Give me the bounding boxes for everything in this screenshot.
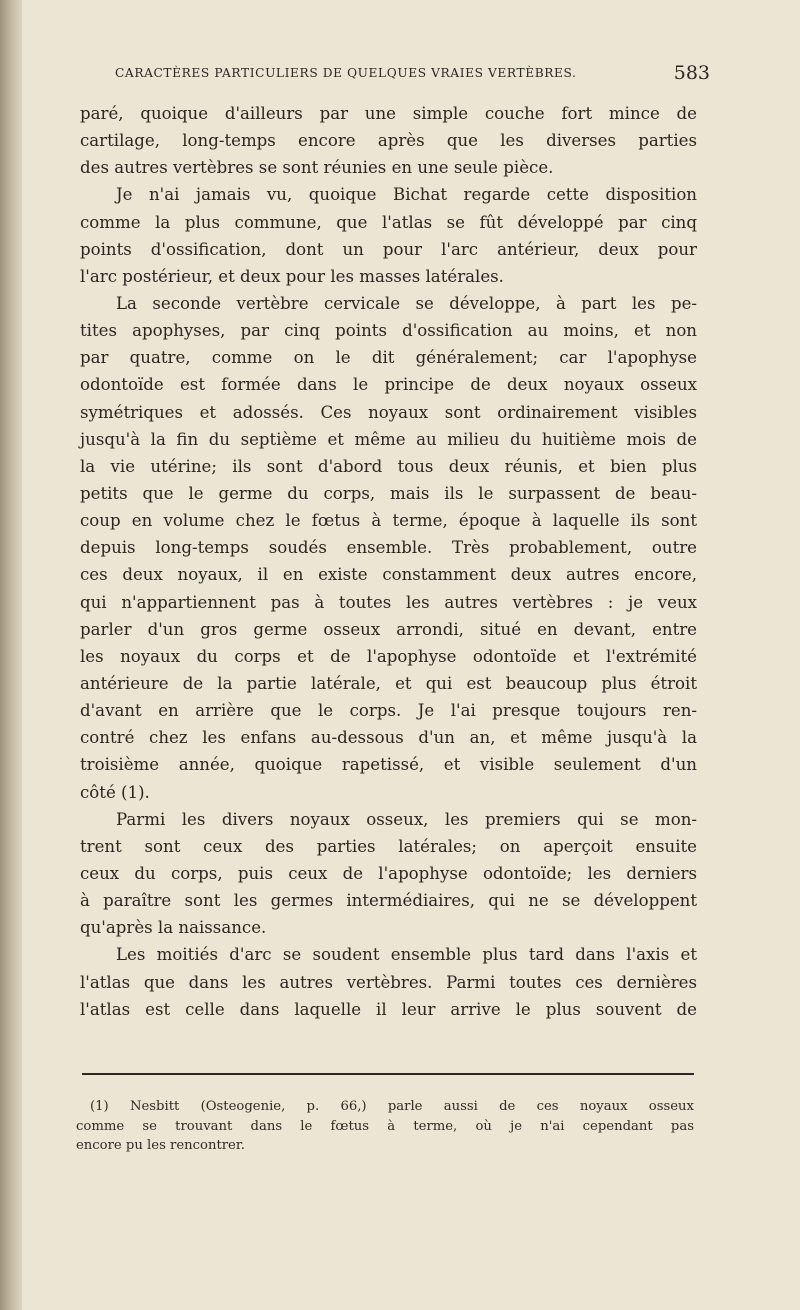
text-line: depuis long-temps soudés ensemble. Très probablement, outre xyxy=(80,538,697,558)
text-line: symétriques et adossés. Ces noyaux sont ordinairement visibles xyxy=(80,402,697,422)
text-line: l'atlas est celle dans laquelle il leur arrive le plus souvent de xyxy=(80,999,697,1019)
body-text xyxy=(80,100,697,1023)
text-line: qui n'appartiennent pas à toutes les autres vertèbres : je veux xyxy=(80,592,697,612)
text-line: paré, quoique d'ailleurs par une simple couche fort mince de xyxy=(80,104,697,123)
text-line: ceux du corps, puis ceux de l'apophyse odontoïde; les derniers xyxy=(80,863,697,883)
footnote xyxy=(76,1097,694,1156)
text-line: cartilage, long-temps encore après que les diverses parties xyxy=(80,131,697,151)
text-line: trent sont ceux des parties latérales; on aperçoit ensuite xyxy=(80,836,697,856)
text-line: ces deux noyaux, il en existe constamment deux autres encore, xyxy=(80,565,697,585)
text-line: Parmi les divers noyaux osseux, les premiers qui se mon- xyxy=(116,809,697,829)
text-line: jusqu'à la fin du septième et même au milieu du huitième mois de xyxy=(80,429,697,449)
text-line: points d'ossification, dont un pour l'arc antérieur, deux pour xyxy=(80,239,697,259)
text-line: à paraître sont les germes intermédiaires, qui ne se développent xyxy=(80,891,697,911)
page-header xyxy=(115,62,710,88)
text-line: qu'après la naissance. xyxy=(80,918,267,938)
text-line: Les moitiés d'arc se soudent ensemble plus tard dans l'axis et xyxy=(116,945,697,965)
text-line: Je n'ai jamais vu, quoique Bichat regarde cette disposition xyxy=(116,185,697,205)
text-line: odontoïde est formée dans le principe de deux noyaux osseux xyxy=(80,375,697,395)
text-line: coup en volume chez le fœtus à terme, époque à laquelle ils sont xyxy=(80,511,697,531)
text-line: parler d'un gros germe osseux arrondi, situé en devant, entre xyxy=(80,619,697,639)
text-line: par quatre, comme on le dit généralement; car l'apophyse xyxy=(80,348,697,368)
text-line: antérieure de la partie latérale, et qui est beaucoup plus étroit xyxy=(80,673,697,693)
footnote-line: (1) Nesbitt (Osteogenie, p. 66,) parle aussi de ces noyaux osseux xyxy=(90,1099,694,1114)
text-line: la vie utérine; ils sont d'abord tous deux réunis, et bien plus xyxy=(80,456,697,476)
text-line: comme la plus commune, que l'atlas se fût développé par cinq xyxy=(80,212,697,232)
text-line: les noyaux du corps et de l'apophyse odontoïde et l'extrémité xyxy=(80,646,697,666)
text-line: tites apophyses, par cinq points d'ossification au moins, et non xyxy=(80,321,697,341)
footnote-separator xyxy=(82,1073,694,1075)
text-line: d'avant en arrière que le corps. Je l'ai presque toujours ren- xyxy=(80,701,697,721)
text-line: petits que le germe du corps, mais ils le surpassent de beau- xyxy=(80,483,697,503)
text-line: des autres vertèbres se sont réunies en une seule pièce. xyxy=(80,158,554,178)
page-number: 583 xyxy=(673,62,710,84)
text-line: contré chez les enfans au-dessous d'un an, et même jusqu'à la xyxy=(80,728,697,748)
running-head: CARACTÈRES PARTICULIERS DE QUELQUES VRAIES VERTÈBRES. xyxy=(115,66,577,80)
text-line: l'arc postérieur, et deux pour les masses latérales. xyxy=(80,266,504,286)
text-line: La seconde vertèbre cervicale se développe, à part les pe- xyxy=(116,293,697,313)
text-line: côté (1). xyxy=(80,782,150,802)
text-line: l'atlas que dans les autres vertèbres. Parmi toutes ces dernières xyxy=(80,972,697,992)
footnote-line: comme se trouvant dans le fœtus à terme, où je n'ai cependant pas xyxy=(76,1118,694,1134)
footnote-line: encore pu les rencontrer. xyxy=(76,1138,245,1153)
page-gutter-shadow xyxy=(0,0,22,1310)
text-line: troisième année, quoique rapetissé, et visible seulement d'un xyxy=(80,755,697,775)
